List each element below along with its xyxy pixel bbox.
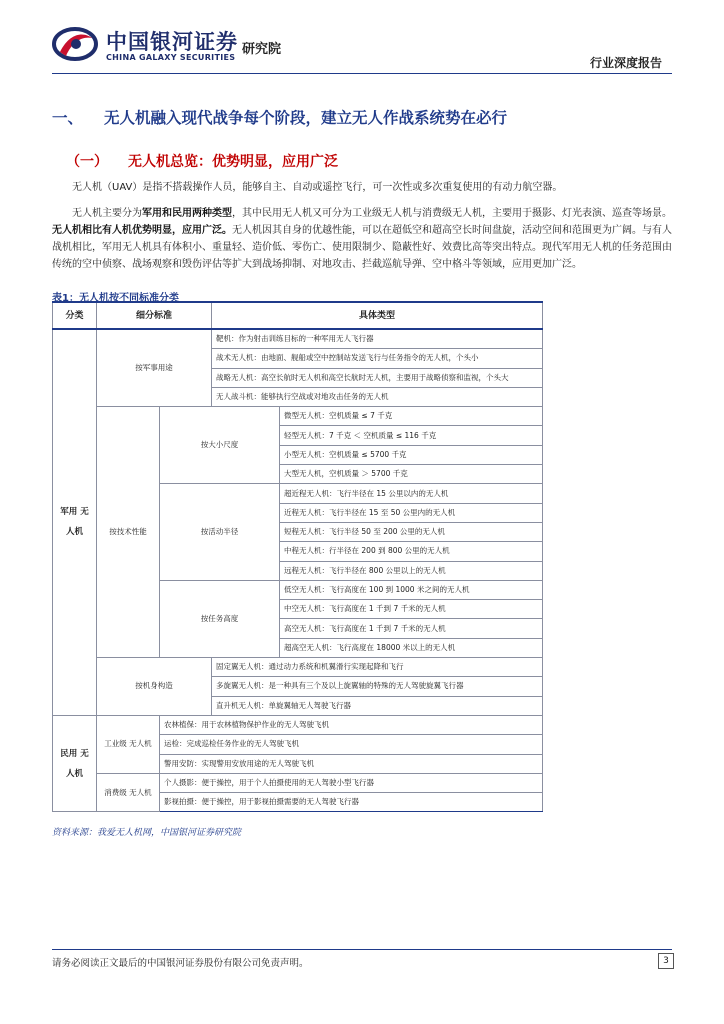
footer-divider — [52, 949, 672, 950]
military-category-cell: 军用 无人机 — [53, 329, 97, 715]
table-row: 中程无人机：行半径在 200 到 800 公里的无人机 — [53, 542, 543, 561]
galaxy-logo-icon — [52, 26, 98, 62]
page-number: 3 — [658, 953, 674, 969]
classification-table — [52, 301, 543, 812]
table-row: 运检：完成巡检任务作业的无人驾驶飞机 — [53, 735, 543, 754]
table-row: 消费级 无人机 个人摄影：便于操控，用于个人拍摄使用的无人驾驶小型飞行器 — [53, 773, 543, 792]
criterion-consumer: 消费级 无人机 — [97, 773, 160, 812]
criterion-altitude: 按任务高度 — [160, 580, 280, 657]
body-paragraph: 无人机主要分为军用和民用两种类型，其中民用无人机又可分为工业级无人机与消费级无人机，主要用于摄影、灯光表演、巡查等场景。无人机相比有人机优势明显，应用广泛。无人机因其自身的优越性能，可以在超低空和超高空长时间盘旋，活动空间和范围更为广阔。与有人战机相比，军用无人机具有体积小、重量轻、造价低、零伤亡、使用限制少、隐蔽性好、效费比高等突出特点。现代军用无人机的任务范围由传统的空中侦察、战场观察和毁伤评估等扩大到战场抑制、对地攻击、拦截巡航导弹、空中格斗等领域，应用更加广泛。 — [52, 208, 672, 270]
table-row: 按技术性能 按大小尺度 微型无人机：空机质量 ≤ 7 千克 — [53, 407, 543, 426]
table-row: 短程无人机：飞行半径 50 至 200 公里的无人机 — [53, 522, 543, 541]
intro-paragraph: 无人机（UAV）是指不搭载操作人员，能够自主、自动或遥控飞行，可一次性或多次重复使用的有动力航空器。 — [72, 182, 563, 193]
table-row: 大型无人机，空机质量 ＞ 5700 千克 — [53, 465, 543, 484]
header-divider — [52, 73, 672, 74]
table-row: 按任务高度 低空无人机：飞行高度在 100 到 1000 米之间的无人机 — [53, 580, 543, 599]
footer-disclaimer: 请务必阅读正文最后的中国银河证券股份有限公司免责声明。 — [52, 958, 309, 969]
subsection-number: （一） — [66, 154, 108, 170]
table-title: 表1：无人机按不同标准分类 — [52, 293, 179, 304]
civil-category-cell: 民用 无人机 — [53, 715, 97, 811]
table-row: 警用安防：实现警用安放用途的无人驾驶飞机 — [53, 754, 543, 773]
logo-chinese-name: 中国银河证券 — [106, 30, 238, 54]
section-heading — [52, 106, 507, 128]
table-row: 战术无人机：由地面、舰船或空中控制站发送飞行与任务指令的无人机，个头小 — [53, 349, 543, 368]
header-category: 分类 — [53, 302, 97, 329]
table-row: 直升机无人机：单旋翼轴无人驾驶飞行器 — [53, 696, 543, 715]
table-row: 轻型无人机：7 千克 ＜ 空机质量 ≤ 116 千克 — [53, 426, 543, 445]
table-row: 超高空无人机：飞行高度在 18000 米以上的无人机 — [53, 638, 543, 657]
institute-label: 研究院 — [242, 42, 282, 57]
table-header-row — [53, 302, 543, 329]
table-row: 按活动半径 超近程无人机：飞行半径在 15 公里以内的无人机 — [53, 484, 543, 503]
table-row: 无人战斗机：能够执行空战或对地攻击任务的无人机 — [53, 387, 543, 406]
header-types: 具体类型 — [212, 302, 543, 329]
table-row: 战略无人机：高空长航时无人机和高空长航时无人机，主要用于战略侦察和监视，个头大 — [53, 368, 543, 387]
table-row: 远程无人机：飞行半径在 800 公里以上的无人机 — [53, 561, 543, 580]
subsection-title: 无人机总览：优势明显，应用广泛 — [128, 154, 338, 170]
table-row: 影视拍摄：便于操控，用于影视拍摄需要的无人驾驶飞行器 — [53, 793, 543, 812]
table-row: 按机身构造 固定翼无人机：通过动力系统和机翼滑行实现起降和飞行 — [53, 658, 543, 677]
table-row: 军用 无人机 按军事用途 靶机：作为射击训练目标的一种军用无人飞行器 — [53, 329, 543, 349]
table-row: 中空无人机：飞行高度在 1 千到 7 千米的无人机 — [53, 600, 543, 619]
subsection-heading — [66, 151, 338, 171]
criterion-radius: 按活动半径 — [160, 484, 280, 580]
table-row: 民用 无人机 工业级 无人机 农林植保：用于农林植物保护作业的无人驾驶飞机 — [53, 715, 543, 734]
criterion-performance: 按技术性能 — [97, 407, 160, 658]
table-row: 小型无人机：空机质量 ≤ 5700 千克 — [53, 445, 543, 464]
criterion-size: 按大小尺度 — [160, 407, 280, 484]
logo-english-name: CHINA GALAXY SECURITIES — [106, 53, 236, 62]
table-row: 近程无人机：飞行半径在 15 至 50 公里内的无人机 — [53, 503, 543, 522]
criterion-structure: 按机身构造 — [97, 658, 212, 716]
section-title: 无人机融入现代战争每个阶段，建立无人作战系统势在必行 — [104, 109, 508, 127]
header-criterion: 细分标准 — [97, 302, 212, 329]
section-number: 一、 — [52, 109, 84, 127]
report-type-label: 行业深度报告 — [589, 56, 662, 70]
criterion-industrial: 工业级 无人机 — [97, 715, 160, 773]
criterion-mission: 按军事用途 — [97, 329, 212, 407]
table-source-note: 资料来源：我爱无人机网，中国银河证券研究院 — [52, 828, 242, 838]
table-row: 多旋翼无人机：是一种具有三个及以上旋翼轴的特殊的无人驾驶旋翼飞行器 — [53, 677, 543, 696]
table-row: 高空无人机：飞行高度在 1 千到 7 千米的无人机 — [53, 619, 543, 638]
